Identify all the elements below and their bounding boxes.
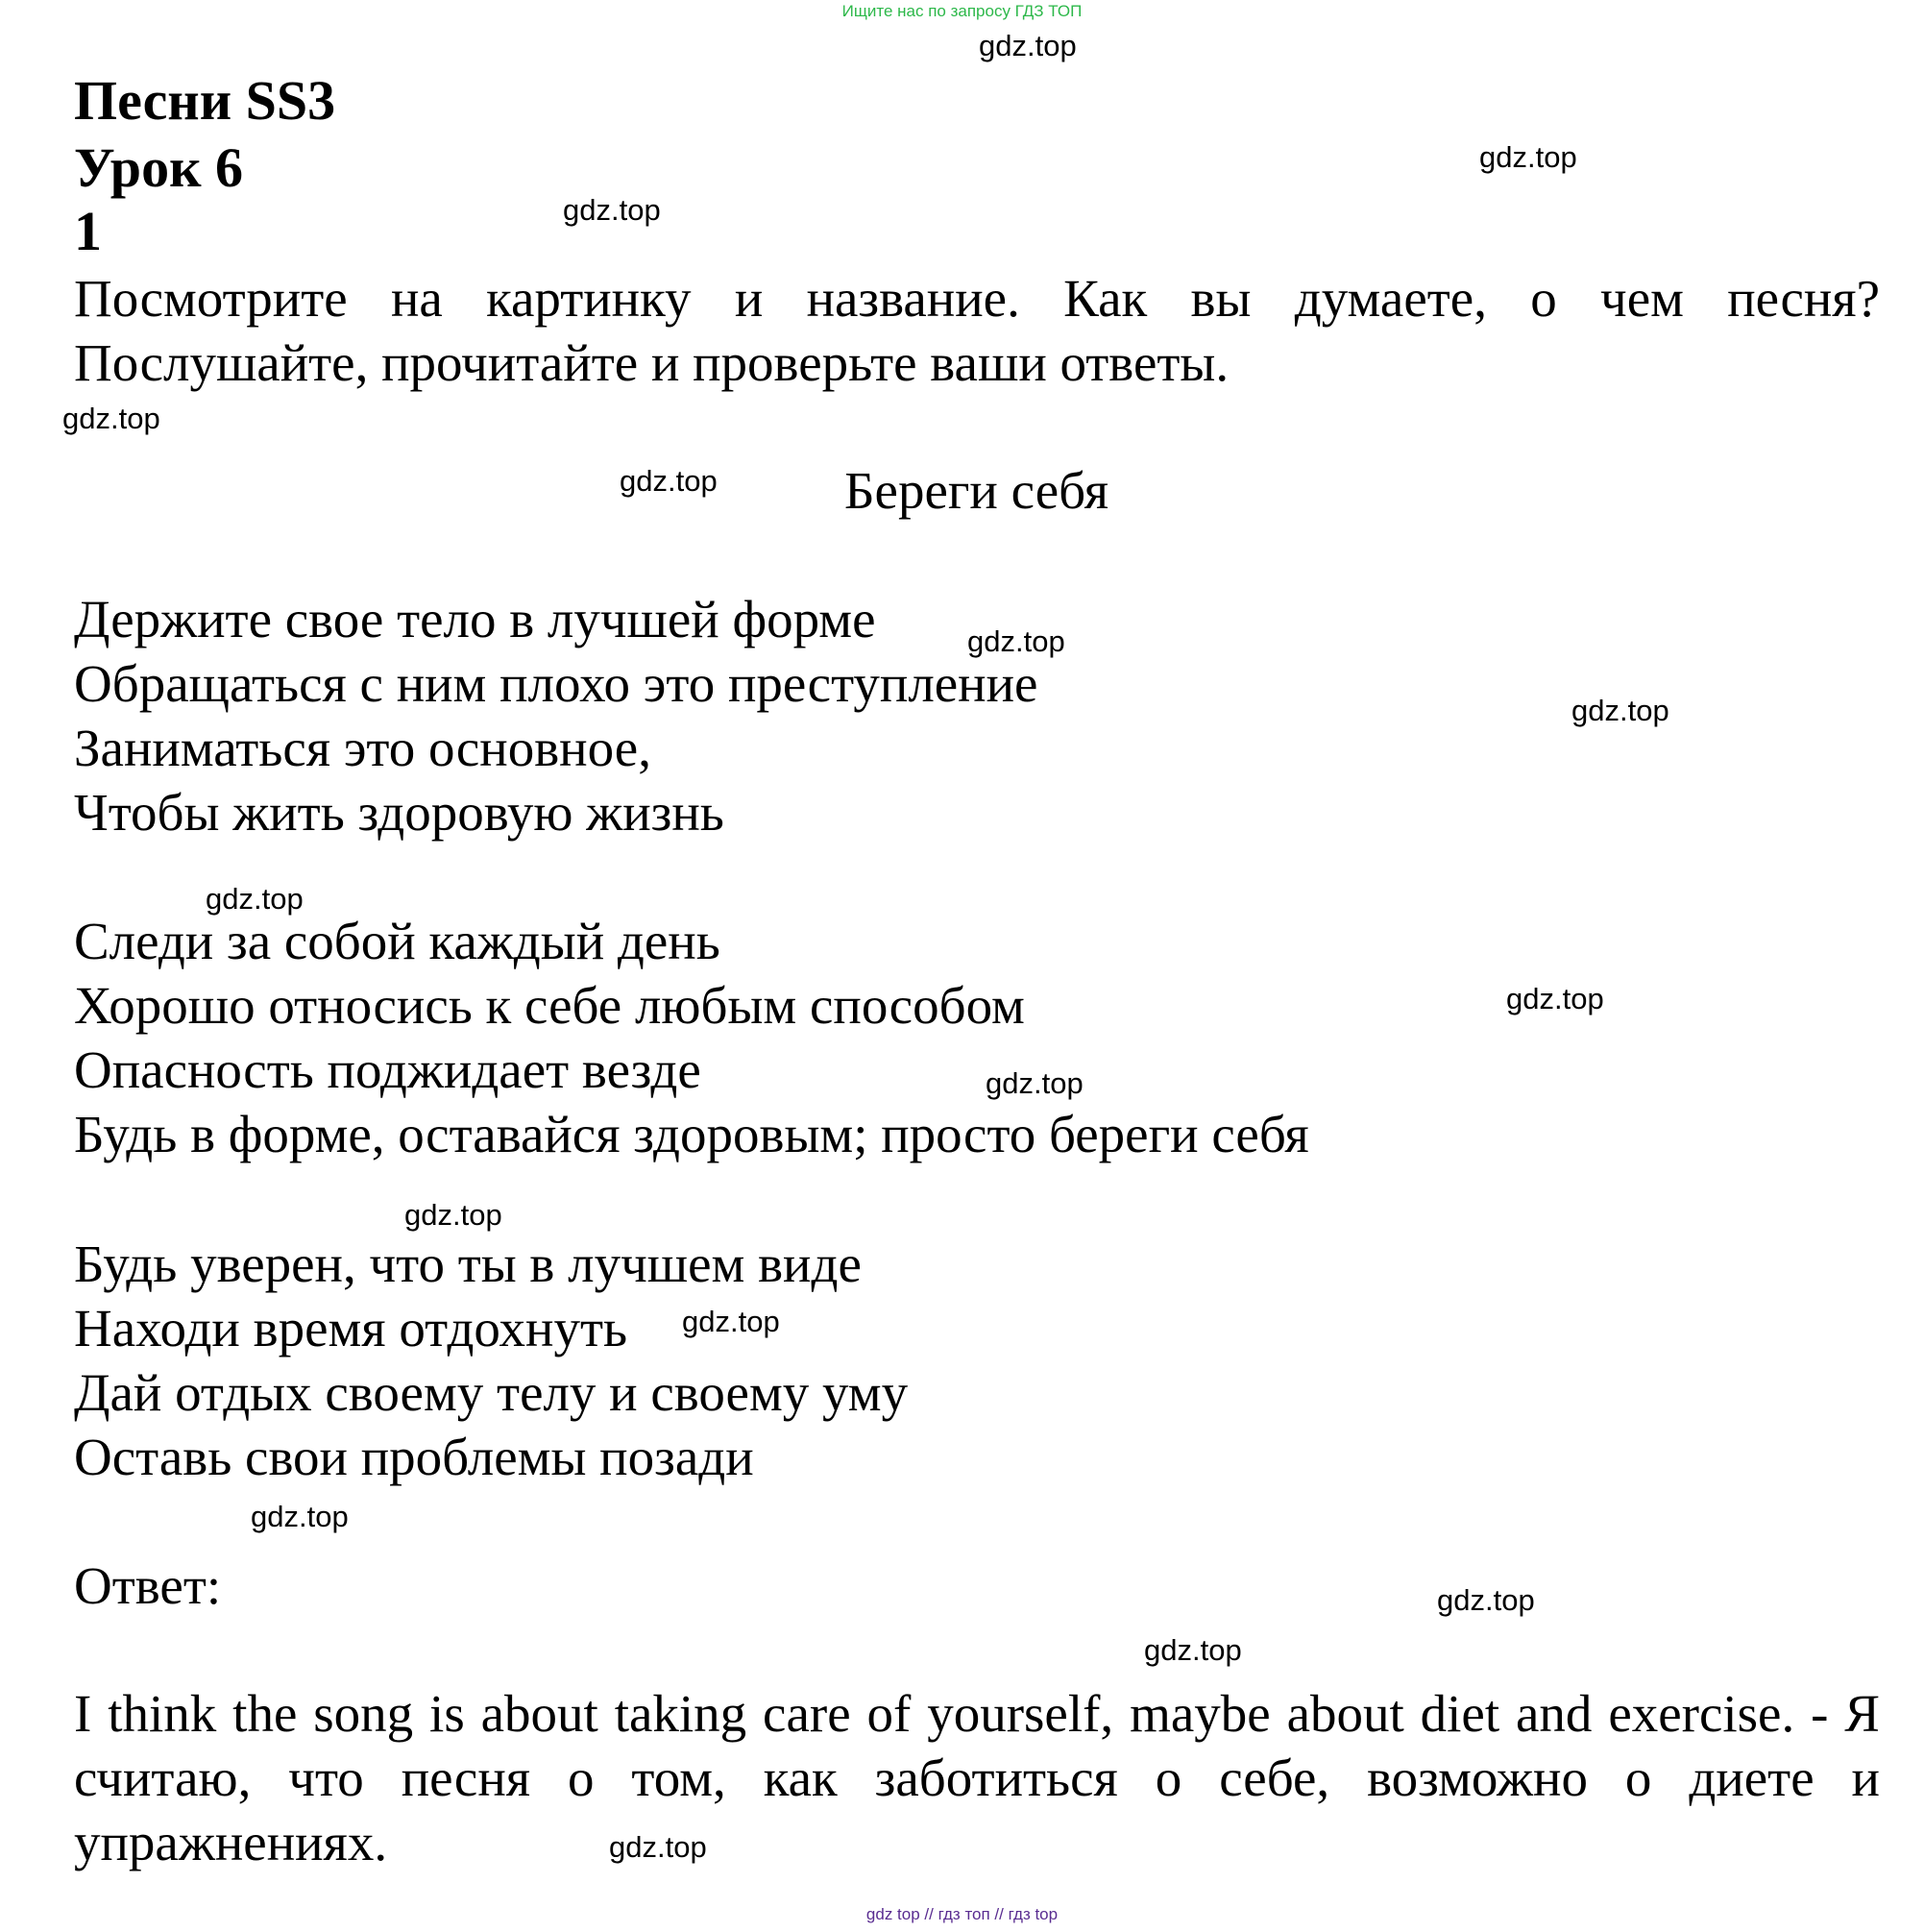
answer-label: Ответ: [74,1556,222,1615]
footer-links[interactable]: gdz top // гдз топ // гдз top [865,1905,1059,1923]
song-title: Береги себя [843,461,1109,520]
task-text: Посмотрите на картинку и название. Как вы думаете, о чем песня? Послушайте, прочитайте и проверьте ваши ответы. [74,269,1880,392]
song-line: Заниматься это основное, [74,719,651,777]
song-line: Чтобы жить здоровую жизнь [74,783,724,842]
watermark: gdz.top [620,464,718,498]
song-line: Будь уверен, что ты в лучшем виде [74,1235,862,1293]
watermark: gdz.top [986,1066,1084,1100]
watermark: gdz.top [967,624,1065,658]
page-title: Песни SS3 [74,69,336,132]
song-line: Хорошо относись к себе любым способом [74,976,1025,1035]
watermark: gdz.top [979,29,1077,62]
answer-text: I think the song is about taking care of yourself, maybe about diet and exercise. - Я считаю, что песня о том, как заботиться о себе, возможно о диете и упражнениях. [74,1684,1880,1871]
watermark: gdz.top [206,882,304,916]
watermark: gdz.top [609,1830,707,1864]
watermark: gdz.top [404,1198,502,1232]
song-line: Опасность поджидает везде [74,1040,701,1099]
exercise-number: 1 [74,200,102,262]
watermark: gdz.top [1571,694,1669,727]
song-line: Дай отдых своему телу и своему уму [74,1363,909,1422]
song-line: Находи время отдохнуть [74,1299,628,1357]
watermark: gdz.top [1479,140,1577,174]
song-line: Обращаться с ним плохо это преступление [74,654,1038,713]
song-line: Будь в форме, оставайся здоровым; просто береги себя [74,1105,1309,1163]
watermark: gdz.top [1144,1633,1242,1667]
watermark: gdz.top [563,193,661,227]
watermark: gdz.top [682,1305,780,1338]
top-banner[interactable]: Ищите нас по запросу ГДЗ ТОП [841,2,1083,20]
lesson-heading: Урок 6 [74,136,243,199]
watermark: gdz.top [1506,982,1604,1015]
watermark: gdz.top [1437,1583,1535,1617]
song-line: Следи за собой каждый день [74,912,720,970]
watermark: gdz.top [62,402,160,435]
song-line: Держите свое тело в лучшей форме [74,590,876,648]
song-line: Оставь свои проблемы позади [74,1428,754,1486]
watermark: gdz.top [251,1500,349,1533]
